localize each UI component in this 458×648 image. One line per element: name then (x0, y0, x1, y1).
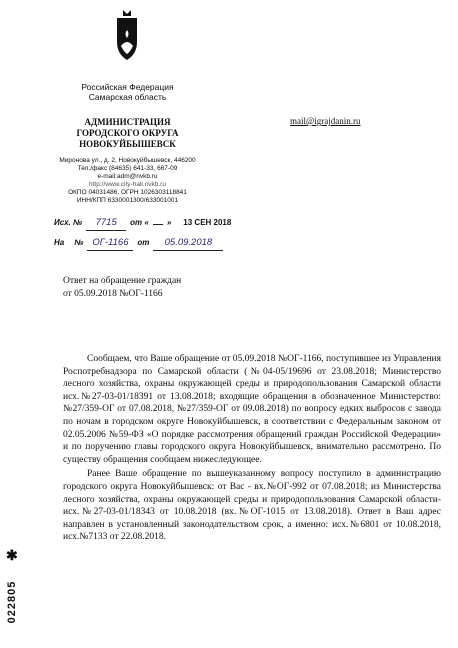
inn-text: ИНН/КПП 6330001300/633001001 (76, 197, 179, 204)
incoming-no-label: № (74, 238, 84, 247)
paragraph-1: Сообщаем, что Ваше обращение от 05.09.2018 №ОГ-1166, поступившее из Управления Роспотребнадзора по Самарской области (№04-05/19696 от 23.08.2018; Министерство лесного хозяйства, охраны окружающей среды и природопользования Самарской области исх.№27-03-01/18391 от 13.08.2018; входящие обращения в обозначенное Министерство: №27/359-ОГ от 07.08.2018, №27/359-ОГ от 09.08.2018) по вопросу едких выбросов с завода по ночам в городском округе Новокуйбышевск, в соответствии с Федеральным законом от 02.05.2006 №59-ФЗ «О порядке рассмотрения обращений граждан Российской Федерации» и по поручению главы городского округа Новокуйбышевск, внимательно рассмотрено. По существу обращения сообщаем нижеследующее. (63, 354, 441, 465)
outgoing-number: 7715 (95, 217, 117, 228)
region-label: Самарская область (88, 92, 167, 102)
incoming-date: 05.09.2018 (164, 237, 213, 248)
admin-title-line2: ГОРОДСКОГО ОКРУГА (76, 128, 179, 138)
serial-number-block (2, 548, 22, 638)
outgoing-registration (54, 212, 254, 226)
serial-number: 022805 (6, 580, 18, 624)
address-text: Миронова ул., д. 2, Новокуйбышевск, 446200 (59, 157, 196, 164)
incoming-number: ОГ-1166 (92, 237, 129, 248)
outgoing-label: Исх. № (54, 218, 83, 227)
recipient-email: mail@igrajdanin.ru (290, 116, 361, 126)
outgoing-from-label: от « (130, 218, 149, 227)
okpo-text: ОКПО 04031486, ОГРН 1026303118841 (68, 189, 187, 196)
subject-line1: Ответ на обращение граждан (63, 276, 182, 286)
asterisk-icon: ✱ (6, 549, 18, 564)
outgoing-from-tail: » (166, 218, 172, 227)
admin-title-line3: НОВОКУЙБЫШЕВСК (79, 139, 176, 149)
phone-text: Тел./факс (84635) 641-33, 667-09 (77, 165, 178, 172)
letter-body (63, 353, 441, 544)
coat-of-arms-icon (112, 8, 142, 62)
subject-line2: от 05.09.2018 №ОГ-1166 (63, 289, 163, 299)
country-label: Российская Федерация (81, 82, 174, 92)
email-text: e-mail:adm@nvkb.ru (97, 173, 158, 180)
website-text: http://www.city-hall.nvkb.ru (89, 181, 166, 188)
incoming-registration (54, 232, 254, 246)
admin-title-line1: АДМИНИСТРАЦИЯ (84, 117, 171, 127)
incoming-from-label: от (137, 238, 150, 247)
incoming-label: На (54, 238, 65, 247)
outgoing-date-stamp: 13 СЕН 2018 (183, 218, 232, 227)
paragraph-2: Ранее Ваше обращение по вышеуказанному вопросу поступило в администрацию городского округа Новокуйбышевск: от Вас - вх.№ОГ-992 от 07.08.2018; из Министерства лесного хозяйства, охраны окружающей среды и природопользования Самарской области-исх.№27-03-01/18343 от 10.08.2018 (вх.№ОГ-1015 от 13.08.2018). Ответ в Ваш адрес направлен в установленный законодательством срок, а именно: исх.№6801 от 10.08.2018, исх.№7133 от 22.08.2018. (63, 469, 441, 543)
